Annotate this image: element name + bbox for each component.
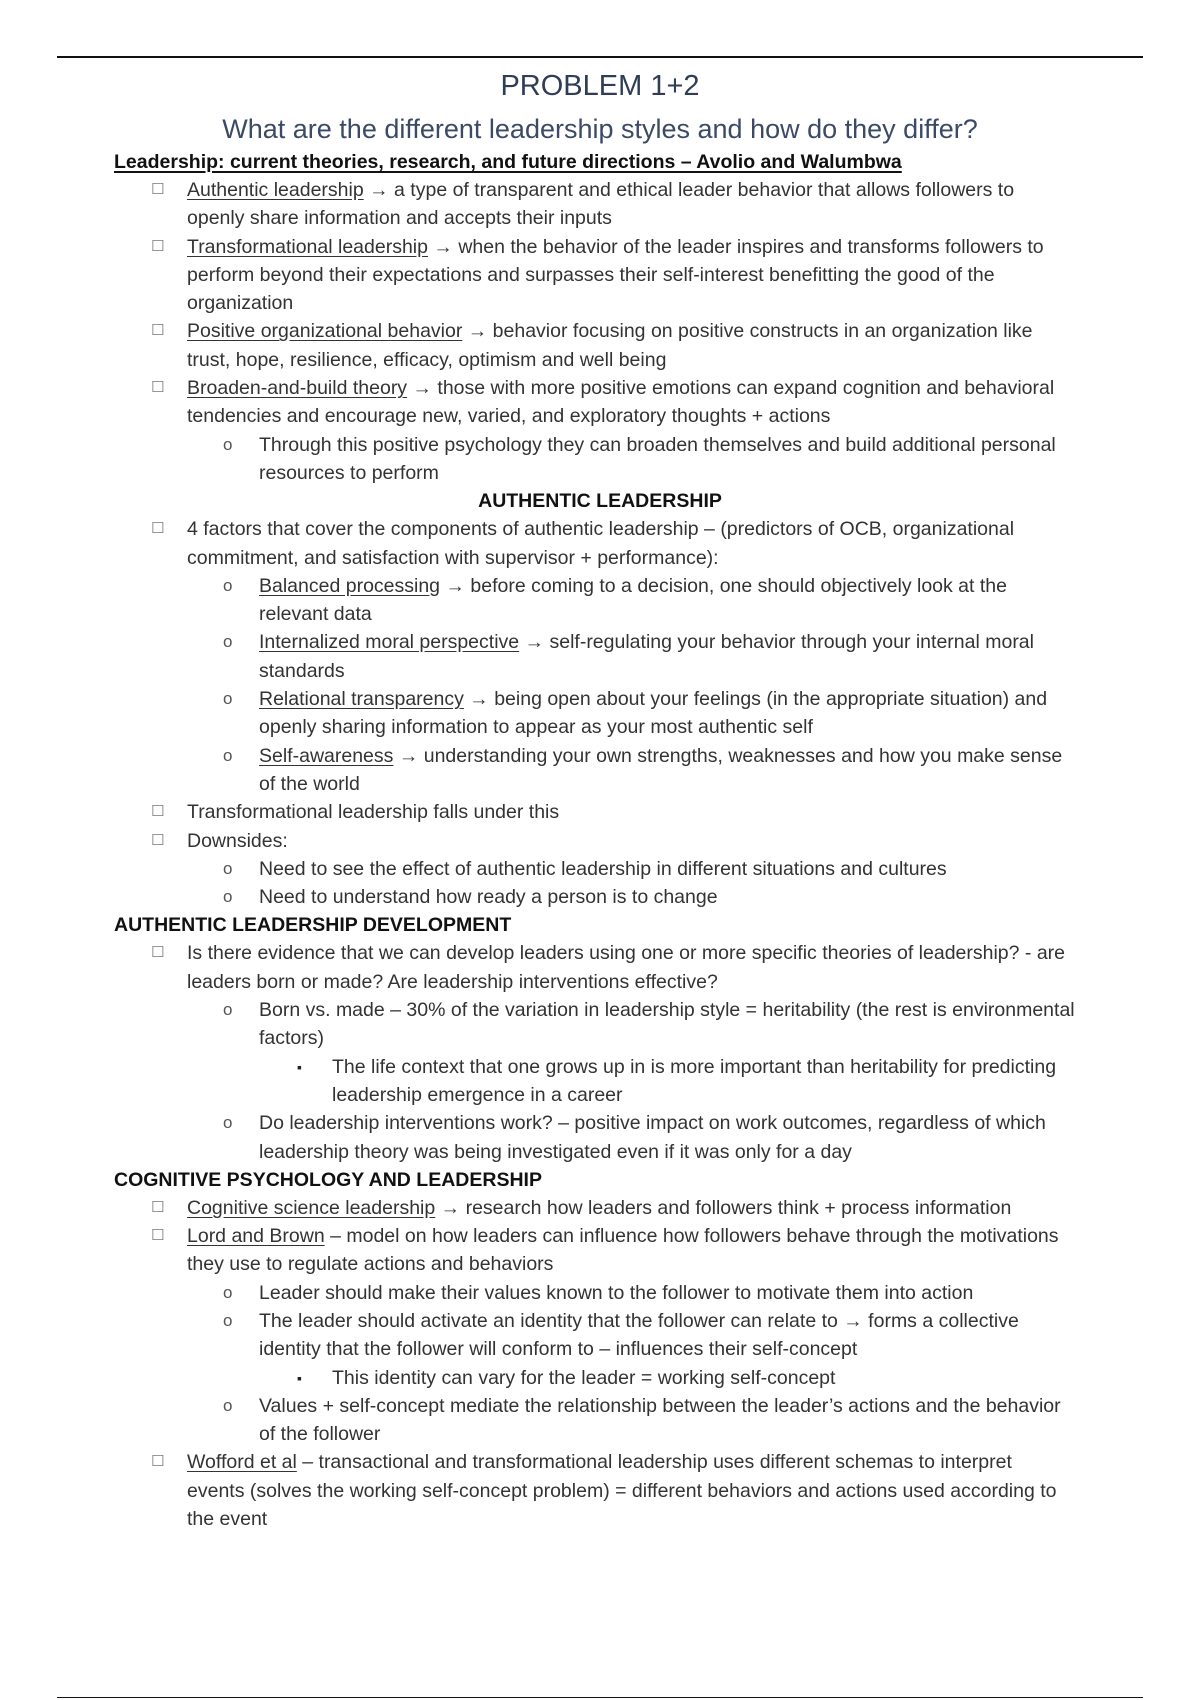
item-text: Is there evidence that we can develop leaders using one or more specific theories of leadership? - are leaders born or made? Are leadership interventions effective? xyxy=(187,942,1066,993)
term: Relational transparency xyxy=(259,688,464,711)
item-text: Need to see the effect of authentic leadership in different situations and cultures xyxy=(259,857,947,880)
item-text: → when the behavior of the leader inspires and transforms followers to perform beyond their expectations and surpasses their self-interest benefitting the good of the organization xyxy=(187,235,1044,315)
list-item xyxy=(0,1364,1072,1392)
checkbox-bullet-icon: ☐ xyxy=(151,322,165,340)
item-text: – model on how leaders can influence how followers behave through the motivations they use to regulate actions and behaviors xyxy=(187,1225,1059,1276)
term: Cognitive science leadership xyxy=(187,1196,436,1219)
list-item xyxy=(0,1194,1067,1222)
term: Internalized moral perspective xyxy=(259,631,520,654)
square-bullet-icon: ▪ xyxy=(297,1058,302,1075)
checkbox-bullet-icon: ☐ xyxy=(151,520,165,538)
term: Positive organizational behavior xyxy=(187,320,463,343)
term: Wofford et al xyxy=(187,1451,297,1474)
list-item xyxy=(0,1448,1067,1533)
checkbox-bullet-icon: ☐ xyxy=(151,379,165,397)
list-item xyxy=(0,855,1079,883)
list-item xyxy=(0,317,1067,374)
item-text: Do leadership interventions work? – positive impact on work outcomes, regardless of which leadership theory was being investigated even if it was only for a day xyxy=(259,1112,1046,1163)
list-item xyxy=(0,1307,1079,1364)
list-item xyxy=(0,176,1067,233)
checkbox-bullet-icon: ☐ xyxy=(151,181,165,198)
circle-bullet-icon: o xyxy=(223,1395,233,1415)
item-text: – transactional and transformational leadership uses different schemas to interpret events (solves the working self-concept problem) = different behaviors and actions used according to the event xyxy=(187,1451,1057,1531)
circle-bullet-icon: o xyxy=(223,434,233,454)
section-heading-cognitive-psychology: COGNITIVE PSYCHOLOGY AND LEADERSHIP xyxy=(114,1168,542,1191)
circle-bullet-icon: o xyxy=(223,575,233,595)
section-heading-avolio: Leadership: current theories, research, and future directions – Avolio and Walumbwa xyxy=(114,151,902,173)
item-text: Through this positive psychology they can broaden themselves and build additional personal resources to perform xyxy=(259,433,1056,484)
list-item xyxy=(0,233,1067,318)
circle-bullet-icon: o xyxy=(223,689,233,709)
term: Authentic leadership xyxy=(187,179,364,201)
item-text: → self-regulating your behavior through your internal moral standards xyxy=(259,631,1034,682)
bottom-rule xyxy=(57,1697,1143,1698)
item-text: → behavior focusing on positive constructs in an organization like trust, hope, resilience, efficacy, optimism and well being xyxy=(187,320,1033,371)
circle-bullet-icon: o xyxy=(223,1310,233,1330)
list-item xyxy=(0,431,1079,488)
list-item xyxy=(0,996,1079,1053)
item-text: → before coming to a decision, one should objectively look at the relevant data xyxy=(259,574,1007,626)
list-item xyxy=(0,1109,1079,1166)
circle-bullet-icon: o xyxy=(223,1282,233,1302)
circle-bullet-icon: o xyxy=(223,887,233,907)
circle-bullet-icon: o xyxy=(223,858,233,878)
list-item xyxy=(0,685,1079,742)
square-bullet-icon: ▪ xyxy=(297,1369,302,1386)
list-item xyxy=(0,827,1067,855)
item-text: → those with more positive emotions can expand cognition and behavioral tendencies and encourage new, varied, and exploratory thoughts + actions xyxy=(187,377,1055,428)
checkbox-bullet-icon: ☐ xyxy=(151,944,165,962)
list-item xyxy=(0,374,1067,431)
document-page xyxy=(0,58,1200,1533)
list-item xyxy=(0,883,1079,911)
item-text: Values + self-concept mediate the relationship between the leader’s actions and the behavior of the follower xyxy=(259,1394,1061,1446)
item-text: Born vs. made – 30% of the variation in leadership style = heritability (the rest is environmental factors) xyxy=(259,999,1075,1050)
circle-bullet-icon: o xyxy=(223,1000,233,1020)
item-text: 4 factors that cover the components of authentic leadership – (predictors of OCB, organizational commitment, and satisfaction with supervisor + performance): xyxy=(187,518,1015,569)
document-subtitle: What are the different leadership styles and how do they differ? xyxy=(222,114,978,144)
list-item xyxy=(0,628,1079,685)
list-item xyxy=(0,742,1079,799)
item-text: → a type of transparent and ethical leader behavior that allows followers to openly share information and accepts their inputs xyxy=(187,179,1015,230)
item-text: → understanding your own strengths, weaknesses and how you make sense of the world xyxy=(259,744,1063,795)
item-text: Downsides: xyxy=(187,829,288,852)
list-item xyxy=(0,798,1067,826)
item-text: Transformational leadership falls under this xyxy=(187,801,560,824)
item-text: Leader should make their values known to the follower to motivate them into action xyxy=(259,1281,974,1304)
checkbox-bullet-icon: ☐ xyxy=(151,831,165,849)
term: Transformational leadership xyxy=(187,235,428,258)
list-item xyxy=(0,1392,1079,1449)
checkbox-bullet-icon: ☐ xyxy=(151,1198,165,1216)
list-item xyxy=(0,939,1067,996)
item-text: The life context that one grows up in is more important than heritability for predicting leadership emergence in a career xyxy=(332,1055,1057,1106)
list-item xyxy=(0,1222,1067,1279)
item-text: → research how leaders and followers think + process information xyxy=(435,1196,1012,1219)
item-text: The leader should activate an identity that the follower can relate to → forms a collective identity that the follower will conform to – influences their self-concept xyxy=(259,1309,1019,1361)
list-item xyxy=(0,572,1079,629)
term: Self-awareness xyxy=(259,744,394,767)
section-heading-leadership-development: AUTHENTIC LEADERSHIP DEVELOPMENT xyxy=(114,914,512,937)
item-text: Need to understand how ready a person is to change xyxy=(259,886,718,909)
term: Balanced processing xyxy=(259,574,441,597)
term: Broaden-and-build theory xyxy=(187,377,408,400)
checkbox-bullet-icon: ☐ xyxy=(151,1453,165,1471)
checkbox-bullet-icon: ☐ xyxy=(151,237,165,255)
list-item xyxy=(0,515,1067,572)
checkbox-bullet-icon: ☐ xyxy=(151,1227,165,1245)
item-text: → being open about your feelings (in the appropriate situation) and openly sharing information to appear as your most authentic self xyxy=(259,688,1048,739)
document-title: PROBLEM 1+2 xyxy=(500,70,700,102)
circle-bullet-icon: o xyxy=(223,1113,233,1133)
list-item xyxy=(0,1053,1072,1110)
section-heading-authentic-leadership: AUTHENTIC LEADERSHIP xyxy=(478,490,722,513)
checkbox-bullet-icon: ☐ xyxy=(151,803,165,821)
list-item xyxy=(0,1279,1079,1307)
circle-bullet-icon: o xyxy=(223,745,233,765)
term: Lord and Brown xyxy=(187,1225,325,1248)
circle-bullet-icon: o xyxy=(223,632,233,652)
item-text: This identity can vary for the leader = working self-concept xyxy=(332,1366,836,1389)
